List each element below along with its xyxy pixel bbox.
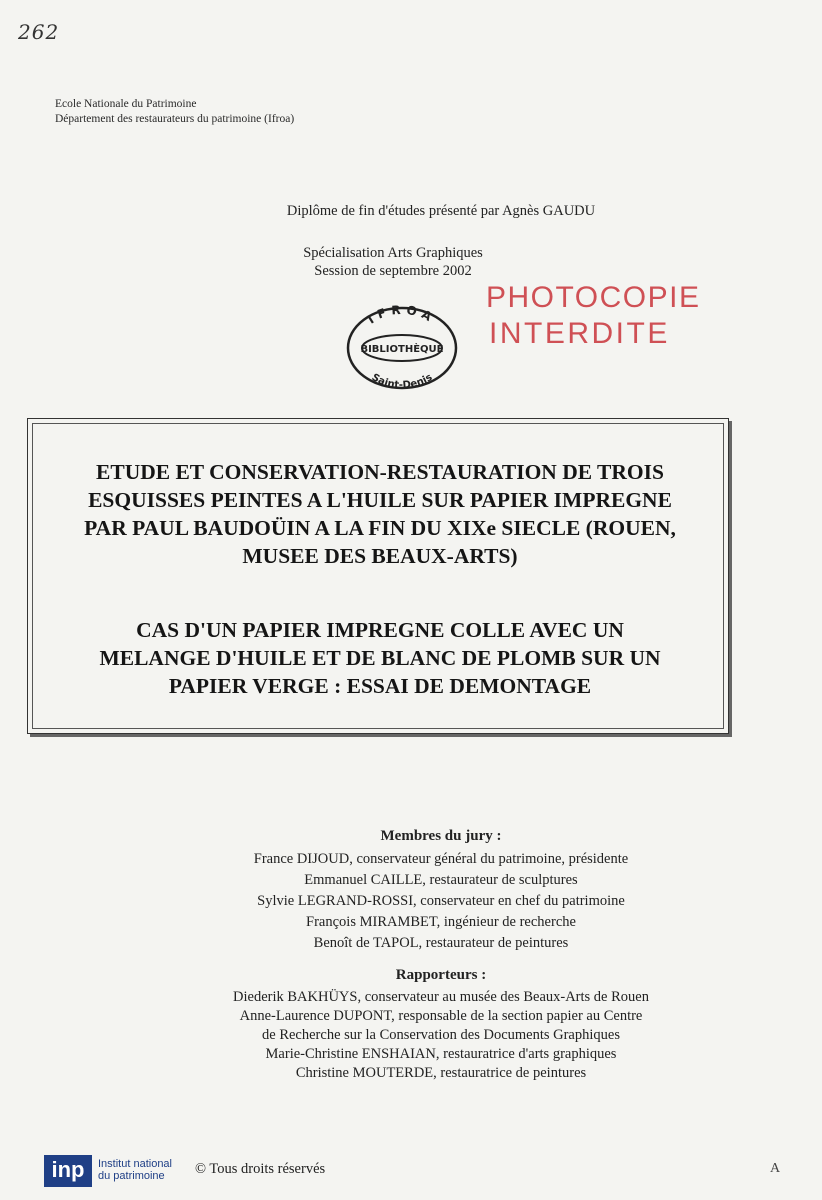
institution-name: Ecole Nationale du Patrimoine <box>55 98 197 110</box>
main-title-line-4: MUSEE DES BEAUX-ARTS) <box>242 544 518 568</box>
sub-title-line-1: CAS D'UN PAPIER IMPREGNE COLLE AVEC UN <box>136 618 624 642</box>
inp-logo <box>44 1155 184 1187</box>
rapporteurs-heading: Rapporteurs : <box>395 967 487 983</box>
rapporteur: Christine MOUTERDE, restauratrice de peintures <box>295 1065 587 1081</box>
rapporteur: Anne-Laurence DUPONT, responsable de la section papier au Centre <box>239 1008 643 1024</box>
svg-text:Saint-Denis <box>370 372 435 390</box>
institution-header <box>55 97 294 127</box>
rapporteur: Diederik BAKHÜYS, conservateur au musée des Beaux-Arts de Rouen <box>233 989 649 1005</box>
stamp-line-2: INTERDITE <box>489 317 670 350</box>
diploma-line: Diplôme de fin d'études présenté par Agnès GAUDU <box>286 203 596 219</box>
logo-line-2: du patrimoine <box>98 1170 165 1182</box>
main-title-line-1: ETUDE ET CONSERVATION-RESTAURATION DE TROIS <box>96 460 664 484</box>
jury-member: Emmanuel CAILLE, restaurateur de sculptures <box>304 872 578 888</box>
svg-text:IFROA <box>365 303 438 327</box>
specialisation-block <box>0 244 804 280</box>
inp-logo-text <box>98 1158 172 1182</box>
rights-notice: © Tous droits réservés <box>195 1161 326 1177</box>
main-title-line-2: ESQUISSES PEINTES A L'HUILE SUR PAPIER IMPREGNE <box>88 488 672 512</box>
seal-bottom-text: Saint-Denis <box>369 371 435 390</box>
seal-top-text: IFROA <box>365 302 439 327</box>
sub-title-line-2: MELANGE D'HUILE ET DE BLANC DE PLOMB SUR UN <box>99 646 661 670</box>
library-seal-icon <box>342 300 462 390</box>
jury-list <box>30 849 822 954</box>
department-name: Département des restaurateurs du patrimoine (Ifroa) <box>55 113 295 125</box>
handwritten-number: 262 <box>18 20 60 44</box>
seal-middle-text: BIBLIOTHÈQUE <box>360 344 444 355</box>
stamp-line-1: PHOTOCOPIE <box>486 281 701 314</box>
sub-title-line-3: PAPIER VERGE : ESSAI DE DEMONTAGE <box>168 674 592 698</box>
jury-member: François MIRAMBET, ingénieur de recherche <box>306 914 576 930</box>
rapporteurs-list <box>30 988 822 1083</box>
inp-logo-icon: inp <box>44 1155 92 1187</box>
session-line: Session de septembre 2002 <box>314 263 472 279</box>
rapporteur: de Recherche sur la Conservation des Documents Graphiques <box>262 1027 620 1043</box>
main-title <box>40 458 720 570</box>
specialisation-line: Spécialisation Arts Graphiques <box>303 245 483 261</box>
rapporteur: Marie-Christine ENSHAIAN, restauratrice d'arts graphiques <box>265 1046 617 1062</box>
jury-heading: Membres du jury : <box>380 828 502 844</box>
jury-member: France DIJOUD, conservateur général du patrimoine, présidente <box>253 851 629 867</box>
jury-member: Sylvie LEGRAND-ROSSI, conservateur en chef du patrimoine <box>257 893 625 909</box>
jury-member: Benoît de TAPOL, restaurateur de peintures <box>313 935 569 951</box>
logo-line-1: Institut national <box>98 1158 172 1170</box>
main-title-line-3: PAR PAUL BAUDOÜIN A LA FIN DU XIXe SIECLE (ROUEN, <box>84 516 676 540</box>
page-mark: A <box>770 1161 781 1176</box>
sub-title <box>40 616 720 700</box>
photocopy-forbidden-stamp <box>486 280 700 352</box>
